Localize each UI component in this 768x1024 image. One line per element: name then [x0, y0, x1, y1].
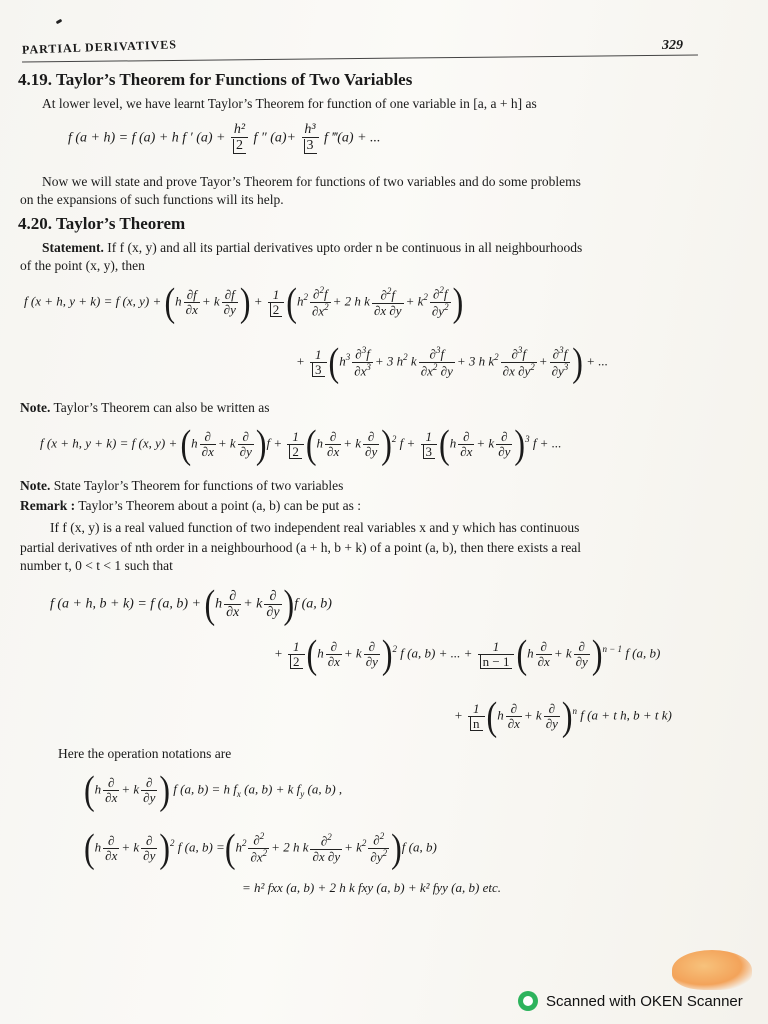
operation-second-order: (h $\frac{\partial}{\partial x}$ + k $\frac{\partial}{\partial y}$ )$^2$ f (a, $b) =(h^2$ $\frac{\partial^2}{\partial x^2}$ + 2 h k $\frac{\partial^2}{\partial x \partial y}$ + $k^2$ $\frac{\partial^2}{\partial y^2}$ )f (a, b) [84, 825, 437, 871]
statement-label: Statement. [42, 240, 104, 255]
section-title: Taylor’s Theorem for Functions of Two Variables [55, 70, 413, 89]
formula-lhs: f (a + h) = f (a) + h f ′ (a) + [68, 130, 229, 146]
taylor-operator-form-equation: f (x + h, y + k) = f (x, y) + (h $\frac{\partial}{\partial x}$ + k $\frac{\partial}{\partial y}$ )f + $\frac{1}{2}$ (h $\frac{\partial}{\partial x}$ + k $\frac{\partial}{\partial y}$ )$^2$ f + $\frac{1}{3}$ (h $\frac{\partial}{\partial x}$ + k $\frac{\partial}{\partial y}$ )$^3$ f + ... [40, 421, 562, 467]
scanner-label: Scanned with OKEN Scanner [546, 992, 743, 1010]
ink-mark [56, 19, 63, 25]
section-heading-4-19 [18, 70, 412, 90]
remark-label: Remark : [20, 498, 76, 513]
numerator: h³ [304, 122, 316, 137]
equation-term: f (a, b) + ... + [400, 645, 476, 661]
taylor-one-variable-formula [68, 122, 381, 154]
equation-term: (a, b) + k f [244, 781, 301, 797]
equation-term: f (a, b) [401, 839, 437, 855]
intro-text: At lower level, we have learnt Taylor’s Theorem for function of one variable in [a, a + h] as [42, 96, 537, 111]
note-line [20, 478, 343, 494]
statement-text: If f (x, y) and all its partial derivatives upto order n be continuous in all neighbourhoods [103, 240, 583, 255]
note-line [20, 400, 270, 416]
section-title: Taylor’s Theorem [55, 214, 186, 233]
fraction-h2 [231, 122, 248, 154]
running-header: PARTIAL DERIVATIVES [21, 37, 178, 57]
equation-term: f (a, b) = h f [173, 781, 237, 797]
statement-line: of the point (x, y), then [20, 258, 145, 273]
page-number: 329 [662, 38, 683, 53]
note-text: Taylor’s Theorem can also be written as [50, 400, 270, 415]
oken-scanner-logo-icon [518, 991, 538, 1011]
section-number: 4.20. [18, 214, 52, 233]
note-label: Note. [20, 478, 51, 493]
paragraph-line: on the expansions of such functions will its help. [20, 192, 284, 207]
operation-expanded: = h² fxx (a, b) + 2 h k fxy (a, b) + k² fyy (a, b) etc. [242, 880, 501, 895]
remark-equation-line-3: + $\frac{1}{n}$ (h $\frac{\partial}{\partial x}$ + k $\frac{\partial}{\partial y}$ )$^n$ f (a + t h, b + t k) [454, 693, 672, 739]
remark-line [20, 498, 361, 514]
remark-equation-line-1: f (a + h, b + k) = f (a, b) + (h $\frac{\partial}{\partial x}$ + k $\frac{\partial}{\partial y}$ )f (a, b) [50, 581, 332, 627]
remark-paragraph-line: If f (x, y) is a real valued function of two independent real variables x and y which has continuous [50, 520, 580, 535]
note-text: State Taylor’s Theorem for functions of two variables [50, 478, 344, 493]
factorial-denominator: 3 [304, 139, 317, 154]
remark-text: Taylor’s Theorem about a point (a, b) can be put as : [75, 498, 361, 513]
equation-lhs: f (a + h, b + k) = f (a, b) + [50, 596, 205, 612]
taylor-two-variable-equation-line-1: f (x + h, y + k) = f (x, y) + (h $\frac{\partial f}{\partial x}$ + k $\frac{\partial f}{\partial y}$ ) + $\frac{1}{2}$ ($h^2$ $\frac{\partial^2f}{\partial x^2}$ + 2 h k $\frac{\partial^2f}{\partial x \partial y}$ + $k^2$ $\frac{\partial^2f}{\partial y^2}$ ) [24, 279, 464, 325]
operation-first-order: (h $\frac{\partial}{\partial x}$ + k $\frac{\partial}{\partial y}$ ) f (a, b) = h $f_x$ (a, b) + k $f_y$ (a, b) , [84, 767, 343, 813]
remark-paragraph-line: partial derivatives of nth order in a neighbourhood (a + h, b + k) of a point (a, b), then there exists a real [20, 540, 582, 555]
fraction-h3 [302, 122, 319, 154]
header-rule [22, 54, 698, 62]
scanner-watermark [518, 988, 743, 1014]
formula-term: f ‴(a) + ... [324, 130, 381, 146]
numerator: h² [233, 122, 246, 137]
formula-term: f ″ (a)+ [253, 130, 296, 146]
finger-blur [672, 950, 752, 990]
equation-term: f (a, b) [625, 645, 661, 661]
remark-paragraph-line: number t, 0 < t < 1 such that [20, 558, 173, 573]
equation-continuation: + ... [586, 353, 608, 369]
equation-term: f (a, b) [294, 596, 332, 612]
statement-line [42, 240, 582, 256]
note-label: Note. [20, 400, 51, 415]
taylor-two-variable-equation-line-2: + $\frac{1}{3}$ ($h^3$ $\frac{\partial^3f}{\partial x^3}$ + 3 $h^2$ k $\frac{\partial^3f}{\partial x^2 \partial y}$ + 3 h $k^2$ $\frac{\partial^3f}{\partial x \partial y^2}$ + $\frac{\partial^3f}{\partial y^3}$ ) + ... [296, 339, 608, 385]
section-heading-4-20 [18, 214, 185, 234]
section-number: 4.19. [18, 70, 52, 89]
operations-intro: Here the operation notations are [58, 746, 232, 761]
equation-term: f (a + t h, b + t k) [580, 707, 672, 723]
equation-term: f (a, b) = [177, 839, 225, 855]
equation-term: (a, b) , [307, 781, 343, 797]
factorial-denominator: 2 [233, 139, 246, 154]
equation-lhs: f (x + h, y + k) = f (x, y) + [24, 293, 165, 309]
remark-equation-line-2: + $\frac{1}{2}$ (h $\frac{\partial}{\partial x}$ + k $\frac{\partial}{\partial y}$ )$^2$ f (a, b) + ... + $\frac{1}{n - 1}$ (h $\frac{\partial}{\partial x}$ + k $\frac{\partial}{\partial y}$ )$^{n - 1}$ f (a, b) [274, 631, 661, 677]
paragraph-line: Now we will state and prove Tayor’s Theorem for functions of two variables and do some problems [42, 174, 581, 189]
